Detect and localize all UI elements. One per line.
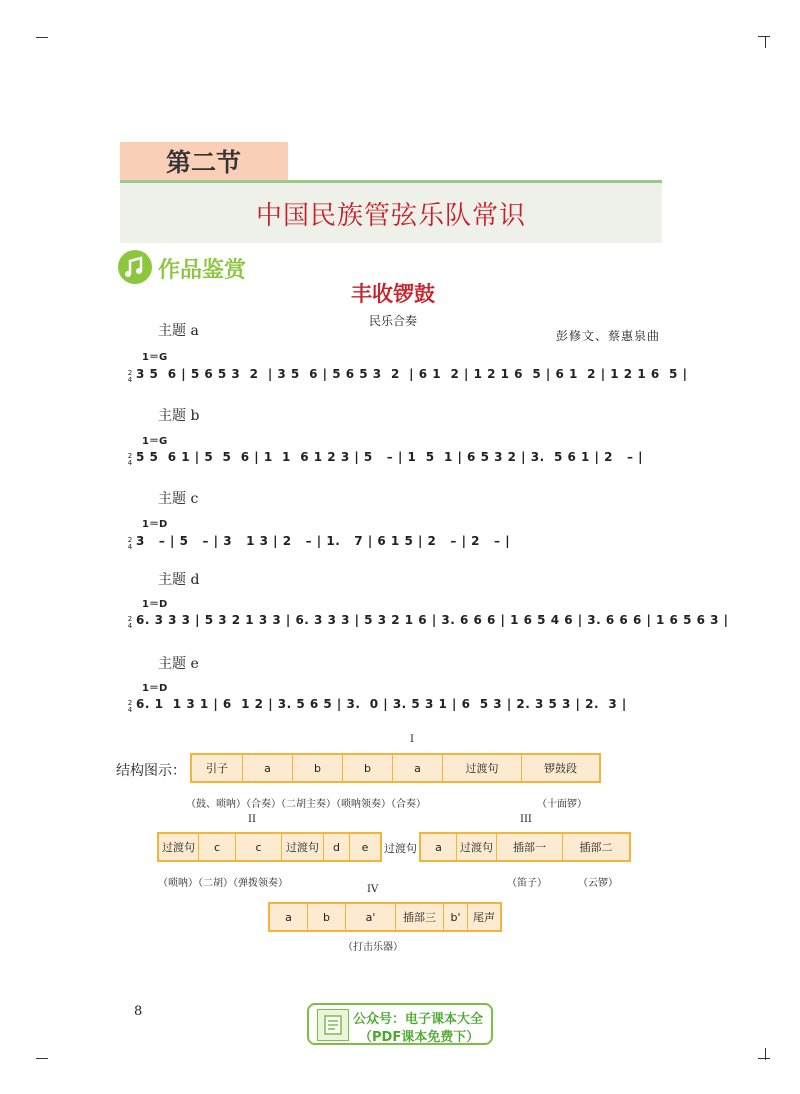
section-roman-numeral: IV — [367, 884, 379, 895]
crop-mark — [758, 1058, 770, 1059]
structure-cell: a — [270, 904, 308, 930]
instrument-notes: （唢呐）（二胡）（弹拨领奏） — [158, 878, 288, 889]
structure-cell: c — [199, 834, 236, 860]
structure-cell: 过渡句 — [443, 755, 522, 781]
structure-cell: e — [361, 840, 369, 854]
structure-row-1 — [190, 753, 601, 783]
theme-label: 主题 b — [158, 408, 200, 424]
structure-label: 结构图示： — [116, 763, 186, 779]
composer-credit: 彭修文、蔡惠泉曲 — [555, 329, 660, 343]
instrument-notes: （云锣） — [578, 878, 618, 889]
structure-row-3 — [268, 902, 502, 932]
key-signature: 1＝D — [142, 519, 168, 530]
structure-cell: 插部二 — [579, 841, 613, 854]
theme-label: 主题 e — [158, 656, 199, 672]
time-signature: 2 4 — [127, 615, 133, 630]
appreciation-heading: 作品鉴赏 — [158, 258, 247, 283]
instrument-notes: （十面锣） — [537, 799, 587, 810]
structure-cell: a — [393, 755, 443, 781]
badge-line-2: （PDF课本免费下） — [359, 1030, 480, 1045]
notation-line: 3 – | 5 – | 3 1 3 | 2 – | 1. 7 | 6 1 5 | 2 – | 2 – | — [136, 534, 511, 548]
instrument-notes: （打击乐器） — [343, 942, 403, 953]
structure-cell: 过渡句 — [282, 834, 324, 860]
key-signature: 1＝D — [142, 683, 168, 694]
structure-cell: 过渡句 — [159, 834, 199, 860]
structure-cell: b — [308, 904, 346, 930]
section-number: 第二节 — [120, 142, 288, 180]
section-roman-numeral: III — [520, 814, 532, 825]
notation-line: 6. 1 1 3 1 | 6 1 2 | 3. 5 6 5 | 3. 0 | 3. 5 3 1 | 6 5 3 | 2. 3 5 3 | 2. 3 | — [136, 697, 627, 711]
page-number: 8 — [134, 1004, 143, 1019]
structure-cell: b — [343, 755, 393, 781]
structure-cell: 插部三 — [396, 904, 444, 930]
structure-cell: 尾声 — [473, 911, 495, 924]
structure-cell: a — [243, 755, 293, 781]
notation-line: 6. 3 3 3 | 5 3 2 1 3 3 | 6. 3 3 3 | 5 3 2 1 6 | 3. 6 6 6 | 1 6 5 4 6 | 3. 6 6 6 | 1 6 5 6 3 | — [136, 613, 729, 627]
section-roman-numeral: II — [248, 814, 256, 825]
structure-cell: 锣鼓段 — [544, 762, 577, 775]
notation-line: 5 5 6 1 | 5 5 6 | 1 1 6 1 2 3 | 5 – | 1 5 1 | 6 5 3 2 | 3. 5 6 1 | 2 – | — [136, 450, 644, 464]
structure-cell: 引子 — [192, 755, 243, 781]
structure-cell: b' — [444, 904, 468, 930]
structure-cell: a' — [346, 904, 396, 930]
piece-subtitle: 民乐合奏 — [368, 314, 417, 328]
notation-line: 3 5 6 | 5 6 5 3 2 | 3 5 6 | 5 6 5 3 2 | 6 1 2 | 1 2 1 6 5 | 6 1 2 | 1 2 1 6 5 | — [136, 367, 688, 381]
theme-label: 主题 a — [158, 323, 199, 339]
section-roman-numeral: I — [410, 734, 414, 745]
transition-label: 过渡句 — [384, 842, 417, 855]
crop-mark — [765, 36, 766, 48]
section-title: 中国民族管弦乐队常识 — [120, 183, 662, 243]
key-signature: 1＝D — [142, 599, 168, 610]
crop-mark — [36, 1058, 48, 1059]
time-signature: 2 4 — [127, 369, 133, 384]
theme-label: 主题 c — [158, 491, 199, 507]
structure-cell: 过渡句 — [457, 834, 497, 860]
watermark-badge — [307, 1003, 493, 1045]
structure-cell: c — [236, 834, 282, 860]
instrument-notes: （鼓、唢呐）（合奏）（二胡主奏）（唢呐领奏）（合奏） — [186, 799, 426, 810]
time-signature: 2 4 — [127, 536, 133, 551]
time-signature: 2 4 — [127, 699, 133, 714]
badge-line-1: 公众号：电子课本大全 — [353, 1012, 484, 1027]
crop-mark — [36, 37, 48, 38]
structure-cell: a — [421, 834, 457, 860]
crop-mark — [765, 1048, 766, 1060]
piece-title: 丰收锣鼓 — [351, 282, 435, 306]
structure-cell: d — [324, 834, 350, 860]
crop-mark — [758, 36, 770, 37]
time-signature: 2 4 — [127, 452, 133, 467]
structure-cell: b — [293, 755, 343, 781]
key-signature: 1＝G — [142, 352, 168, 363]
structure-cell: 插部一 — [497, 834, 563, 860]
book-icon — [317, 1009, 349, 1041]
structure-row-2a — [157, 832, 382, 862]
key-signature: 1＝G — [142, 436, 168, 447]
instrument-notes: （笛子） — [507, 878, 547, 889]
structure-row-2b — [419, 832, 631, 862]
theme-label: 主题 d — [158, 572, 200, 588]
